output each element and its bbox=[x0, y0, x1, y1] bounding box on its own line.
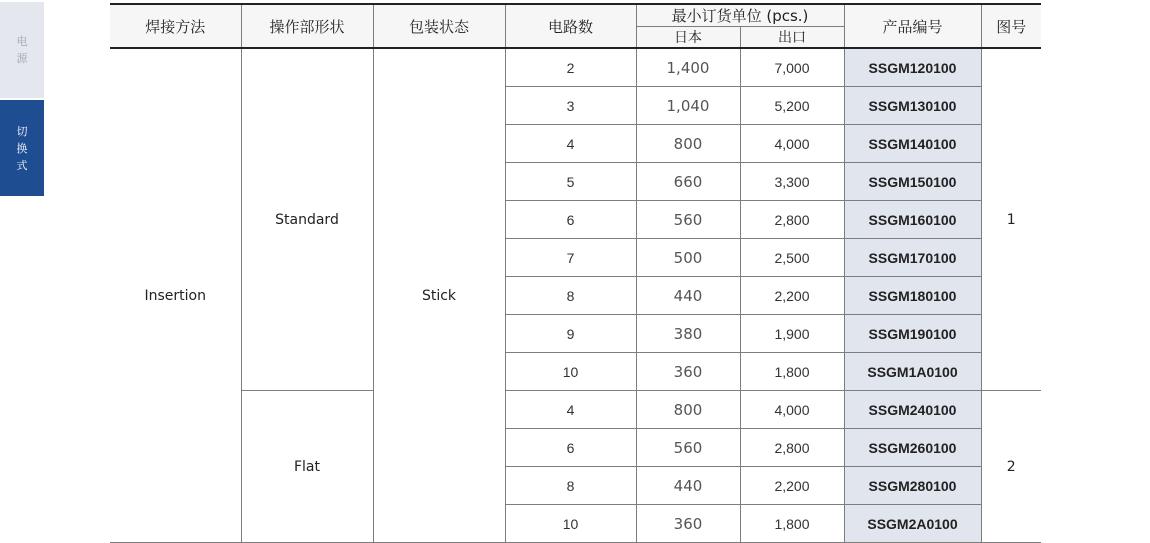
product-code-cell: SSGM160100 bbox=[844, 201, 981, 239]
circuits-cell: 8 bbox=[505, 277, 636, 315]
header-solder-method: 焊接方法 bbox=[110, 4, 241, 48]
shape-cell-standard: Standard bbox=[241, 48, 373, 391]
product-code-cell: SSGM2A0100 bbox=[844, 505, 981, 543]
product-code-cell: SSGM1A0100 bbox=[844, 353, 981, 391]
product-code-cell: SSGM180100 bbox=[844, 277, 981, 315]
side-tab-char: 换 bbox=[16, 141, 28, 155]
circuits-cell: 3 bbox=[505, 87, 636, 125]
side-tab-char: 式 bbox=[16, 158, 28, 172]
export-qty-cell: 2,200 bbox=[740, 277, 844, 315]
japan-qty-cell: 1,040 bbox=[636, 87, 740, 125]
japan-qty-cell: 560 bbox=[636, 429, 740, 467]
export-qty-cell: 4,000 bbox=[740, 125, 844, 163]
figure-cell-2: 2 bbox=[981, 391, 1041, 543]
japan-qty-cell: 1,400 bbox=[636, 48, 740, 87]
export-qty-cell: 2,800 bbox=[740, 429, 844, 467]
japan-qty-cell: 800 bbox=[636, 391, 740, 429]
product-code-cell: SSGM190100 bbox=[844, 315, 981, 353]
japan-qty-cell: 380 bbox=[636, 315, 740, 353]
circuits-cell: 6 bbox=[505, 201, 636, 239]
circuits-cell: 10 bbox=[505, 505, 636, 543]
japan-qty-cell: 440 bbox=[636, 467, 740, 505]
side-tab-char: 电 bbox=[16, 35, 28, 48]
export-qty-cell: 2,200 bbox=[740, 467, 844, 505]
circuits-cell: 4 bbox=[505, 391, 636, 429]
product-code-cell: SSGM170100 bbox=[844, 239, 981, 277]
table-row bbox=[110, 391, 1041, 429]
japan-qty-cell: 560 bbox=[636, 201, 740, 239]
export-qty-cell: 1,800 bbox=[740, 505, 844, 543]
header-operation-shape: 操作部形状 bbox=[241, 4, 373, 48]
product-code-cell: SSGM120100 bbox=[844, 48, 981, 87]
product-spec-table bbox=[110, 3, 1041, 543]
export-qty-cell: 2,500 bbox=[740, 239, 844, 277]
circuits-cell: 5 bbox=[505, 163, 636, 201]
japan-qty-cell: 360 bbox=[636, 505, 740, 543]
circuits-cell: 6 bbox=[505, 429, 636, 467]
japan-qty-cell: 660 bbox=[636, 163, 740, 201]
header-japan: 日本 bbox=[636, 27, 740, 49]
export-qty-cell: 5,200 bbox=[740, 87, 844, 125]
side-tab-power[interactable] bbox=[0, 2, 44, 98]
product-code-cell: SSGM240100 bbox=[844, 391, 981, 429]
header-min-order: 最小订货单位 (pcs.) bbox=[636, 4, 844, 27]
packaging-cell: Stick bbox=[373, 48, 505, 543]
header-figure-no: 图号 bbox=[981, 4, 1041, 48]
product-code-cell: SSGM260100 bbox=[844, 429, 981, 467]
export-qty-cell: 3,300 bbox=[740, 163, 844, 201]
export-qty-cell: 1,800 bbox=[740, 353, 844, 391]
header-export: 出口 bbox=[740, 27, 844, 49]
export-qty-cell: 1,900 bbox=[740, 315, 844, 353]
shape-cell-flat: Flat bbox=[241, 391, 373, 543]
header-product-code: 产品编号 bbox=[844, 4, 981, 48]
japan-qty-cell: 360 bbox=[636, 353, 740, 391]
product-code-cell: SSGM130100 bbox=[844, 87, 981, 125]
circuits-cell: 2 bbox=[505, 48, 636, 87]
product-code-cell: SSGM280100 bbox=[844, 467, 981, 505]
circuits-cell: 7 bbox=[505, 239, 636, 277]
solder-method-cell: Insertion bbox=[110, 48, 241, 543]
export-qty-cell: 7,000 bbox=[740, 48, 844, 87]
circuits-cell: 8 bbox=[505, 467, 636, 505]
header-packaging: 包装状态 bbox=[373, 4, 505, 48]
japan-qty-cell: 500 bbox=[636, 239, 740, 277]
side-tab-switch[interactable] bbox=[0, 100, 44, 196]
japan-qty-cell: 440 bbox=[636, 277, 740, 315]
export-qty-cell: 2,800 bbox=[740, 201, 844, 239]
product-code-cell: SSGM150100 bbox=[844, 163, 981, 201]
product-code-cell: SSGM140100 bbox=[844, 125, 981, 163]
circuits-cell: 10 bbox=[505, 353, 636, 391]
side-tab-char: 切 bbox=[16, 124, 28, 138]
table-row bbox=[110, 48, 1041, 87]
side-tab-char: 源 bbox=[16, 52, 28, 65]
japan-qty-cell: 800 bbox=[636, 125, 740, 163]
figure-cell-1: 1 bbox=[981, 48, 1041, 391]
circuits-cell: 9 bbox=[505, 315, 636, 353]
circuits-cell: 4 bbox=[505, 125, 636, 163]
export-qty-cell: 4,000 bbox=[740, 391, 844, 429]
header-circuits: 电路数 bbox=[505, 4, 636, 48]
